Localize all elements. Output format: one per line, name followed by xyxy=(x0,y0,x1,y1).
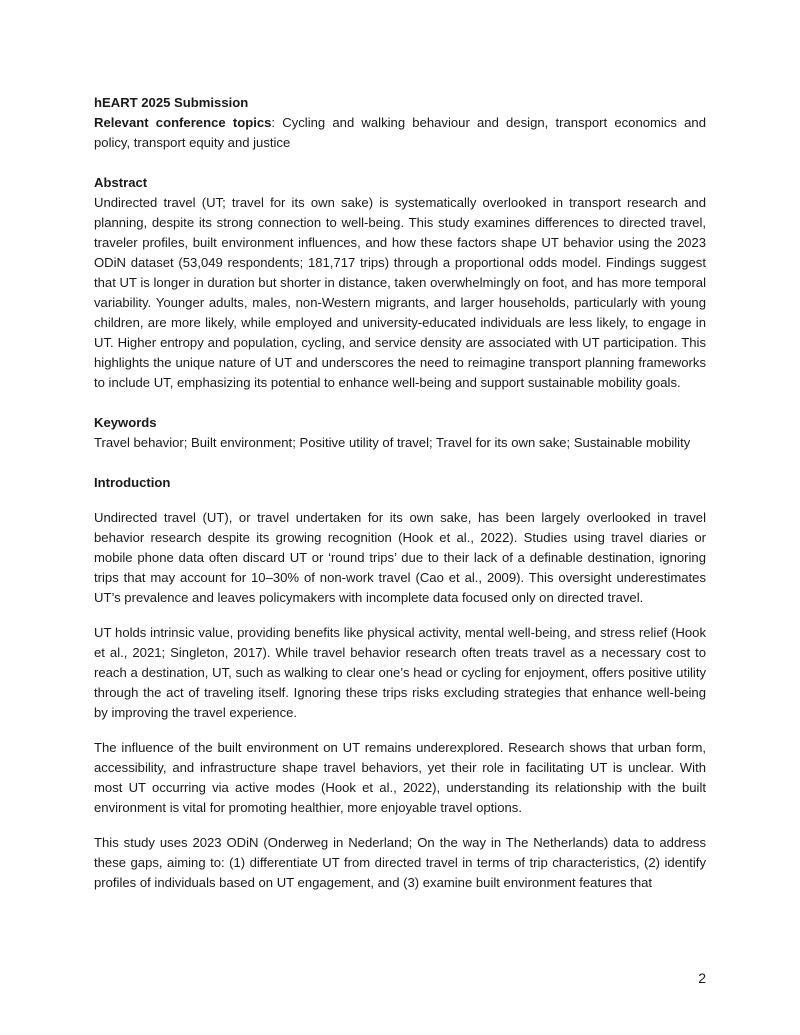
conference-topics xyxy=(94,113,706,153)
introduction-heading: Introduction xyxy=(94,475,171,490)
submission-title: hEART 2025 Submission xyxy=(94,95,249,110)
topics-label: Relevant conference topics xyxy=(94,115,272,130)
introduction-paragraph: UT holds intrinsic value, providing benefits like physical activity, mental well-being, and stress relief (Hook et al., 2021; Singleton, 2017). While travel behavior research often treats travel as a necessary cost to reach a destination, UT, such as walking to clear one’s head or cycling for enjoyment, offers positive utility through the act of traveling itself. Ignoring these trips risks excluding strategies that enhance well-being by improving the travel experience. xyxy=(94,625,706,720)
introduction-paragraph: The influence of the built environment on UT remains underexplored. Research shows that urban form, accessibility, and infrastructure shape travel behaviors, yet their role in facilitating UT is unclear. With most UT occurring via active modes (Hook et al., 2022), understanding its relationship with the built environment is vital for promoting healthier, more enjoyable travel options. xyxy=(94,740,706,815)
submission-header xyxy=(94,93,706,153)
topics-text: : Cycling and walking behaviour and design, transport economics and policy, transport equity and justice xyxy=(94,115,706,150)
keywords-heading: Keywords xyxy=(94,415,157,430)
abstract-section xyxy=(94,173,706,393)
introduction-section xyxy=(94,473,706,893)
keywords-section xyxy=(94,413,706,453)
introduction-paragraph: Undirected travel (UT), or travel undertaken for its own sake, has been largely overlooked in travel behavior research despite its growing recognition (Hook et al., 2022). Studies using travel diaries or mobile phone data often discard UT or ‘round trips’ due to their lack of a definable destination, ignoring trips that may account for 10–30% of non-work travel (Cao et al., 2009). This oversight underestimates UT’s prevalence and leaves policymakers with incomplete data focused only on directed travel. xyxy=(94,510,706,605)
abstract-heading: Abstract xyxy=(94,175,148,190)
page-content xyxy=(94,93,706,908)
abstract-text: Undirected travel (UT; travel for its own sake) is systematically overlooked in transport research and planning, despite its strong connection to well-being. This study examines differences to directed travel, traveler profiles, built environment influences, and how these factors shape UT behavior using the 2023 ODiN dataset (53,049 respondents; 181,717 trips) through a proportional odds model. Findings suggest that UT is longer in duration but shorter in distance, taken overwhelmingly on foot, and has more temporal variability. Younger adults, males, non-Western migrants, and larger households, particularly with young children, are more likely, while employed and university-educated individuals are less likely, to engage in UT. Higher entropy and population, cycling, and service density are associated with UT participation. This highlights the unique nature of UT and underscores the need to reimagine transport planning frameworks to include UT, emphasizing its potential to enhance well-being and support sustainable mobility goals. xyxy=(94,195,706,390)
introduction-paragraph: This study uses 2023 ODiN (Onderweg in Nederland; On the way in The Netherlands) data to address these gaps, aiming to: (1) differentiate UT from directed travel in terms of trip characteristics, (2) identify profiles of individuals based on UT engagement, and (3) examine built environment features that xyxy=(94,835,706,890)
page-number: 2 xyxy=(698,970,706,986)
keywords-text: Travel behavior; Built environment; Positive utility of travel; Travel for its own sake; Sustainable mobility xyxy=(94,435,691,450)
